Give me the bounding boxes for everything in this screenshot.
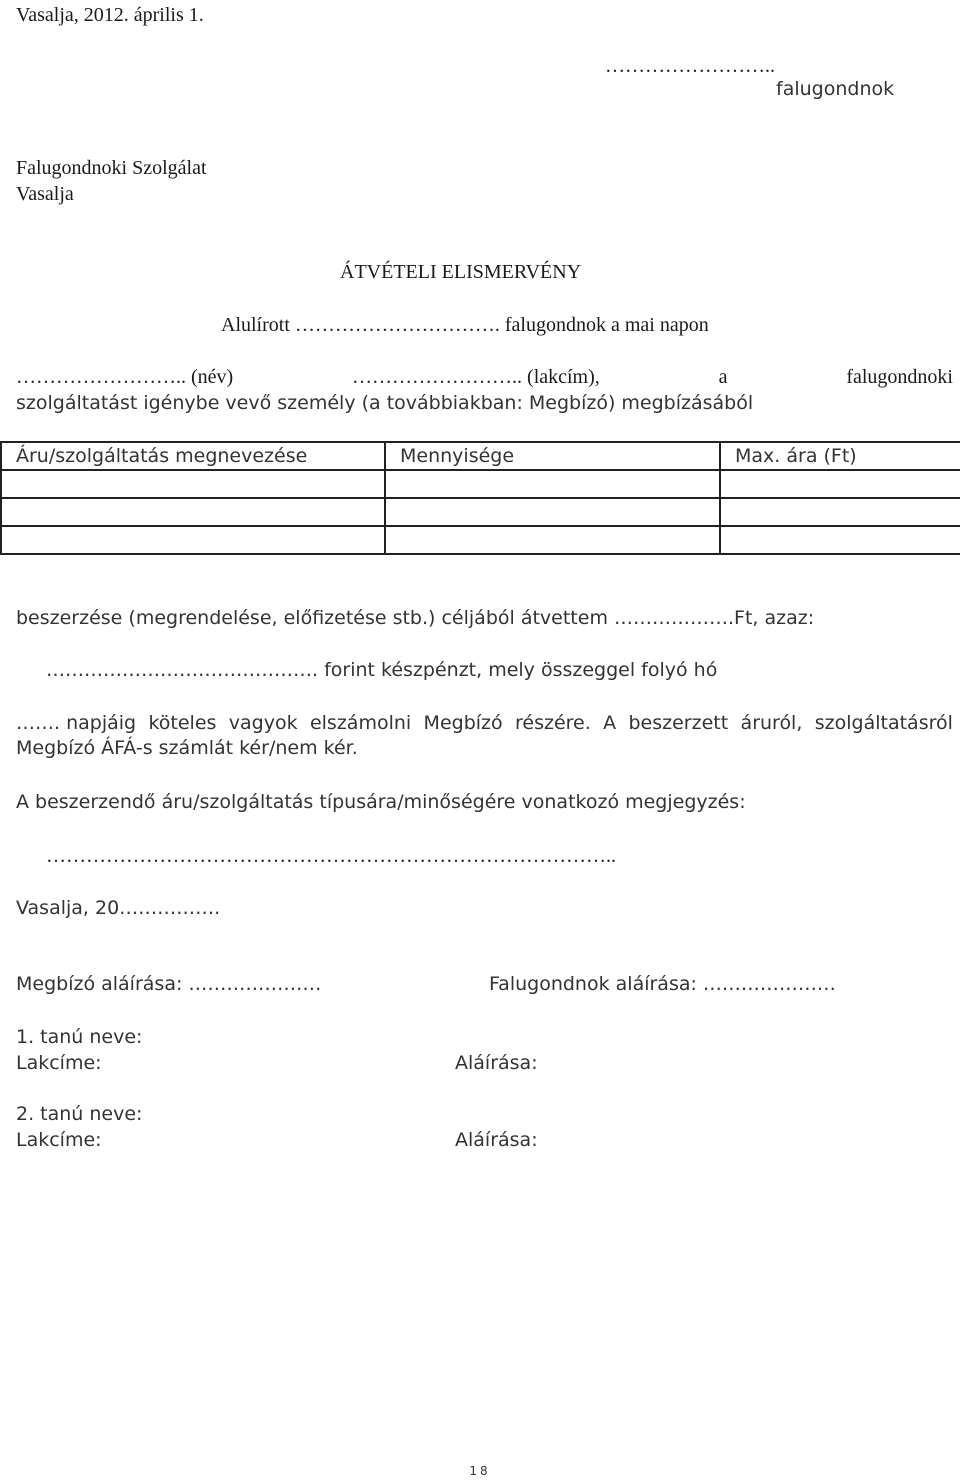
body-word: szolgáltatásról [814,712,953,734]
column-header: Áru/szolgáltatás megnevezése [1,442,385,470]
items-table [0,441,960,555]
intro-line-1: Alulírott …………………………. falugondnok a mai napon [221,314,709,336]
column-header: Max. ára (Ft) [720,442,960,470]
body-word: beszerzett [628,712,729,734]
table-cell[interactable] [385,470,720,498]
body-line-1: beszerzése (megrendelése, előfizetése stb.) céljából átvettem ……………….Ft, azaz: [16,607,815,629]
date-line: Vasalja, 2012. április 1. [16,4,204,26]
table-cell[interactable] [1,526,385,554]
body-word: köteles [148,712,217,734]
table-row [1,470,960,498]
intro-line-2 [16,365,953,389]
column-header: Mennyisége [385,442,720,470]
client-signature: Megbízó aláírása: ………………… [16,973,322,995]
org-location: Vasalja [16,183,74,205]
body-word: részére. [515,712,591,734]
table-header-row [1,442,960,470]
name-field: …………………….. (név) [16,366,234,388]
table-cell[interactable] [720,498,960,526]
intro-word: a [718,366,728,388]
witness-2-name: 2. tanú neve: [16,1103,143,1125]
closing-date: Vasalja, 20……………. [16,897,221,919]
table-row [1,526,960,554]
body-line-4: Megbízó ÁFÁ-s számlát kér/nem kér. [16,737,358,759]
body-line-2: ……………………………………. forint készpénzt, mely összeggel folyó hó [46,659,718,681]
witness-1-name: 1. tanú neve: [16,1026,143,1048]
caretaker-signature: Falugondnok aláírása: ………………… [489,973,836,995]
caretaker-name-dots: …………………….. [605,55,775,77]
table-cell[interactable] [1,498,385,526]
table-cell[interactable] [1,470,385,498]
table-cell[interactable] [720,526,960,554]
intro-word: falugondnoki [846,366,953,388]
document-title: ÁTVÉTELI ELISMERVÉNY [340,261,582,283]
page-number: 18 [469,1464,491,1478]
note-label: A beszerzendő áru/szolgáltatás típusára/minőségére vonatkozó megjegyzés: [16,791,746,813]
body-word: elszámolni [309,712,412,734]
table-row [1,498,960,526]
intro-line-3: szolgáltatást igénybe vevő személy (a továbbiakban: Megbízó) megbízásából [16,392,754,414]
witness-2-address: Lakcíme: [16,1129,102,1151]
caretaker-role: falugondnok [776,78,895,100]
body-word: ……. napjáig [16,712,137,734]
body-line-3 [16,711,953,735]
note-dots: ………………………………………………………………………….. [46,845,616,867]
body-word: áruról, [740,712,803,734]
address-field: …………………….. (lakcím), [352,366,600,388]
witness-2-signature: Aláírása: [455,1129,538,1151]
table-cell[interactable] [720,470,960,498]
body-word: A [603,712,617,734]
table-cell[interactable] [385,498,720,526]
table-cell[interactable] [385,526,720,554]
body-word: Megbízó [423,712,503,734]
witness-1-address: Lakcíme: [16,1052,102,1074]
witness-1-signature: Aláírása: [455,1052,538,1074]
body-word: vagyok [228,712,298,734]
org-name: Falugondnoki Szolgálat [16,157,207,179]
